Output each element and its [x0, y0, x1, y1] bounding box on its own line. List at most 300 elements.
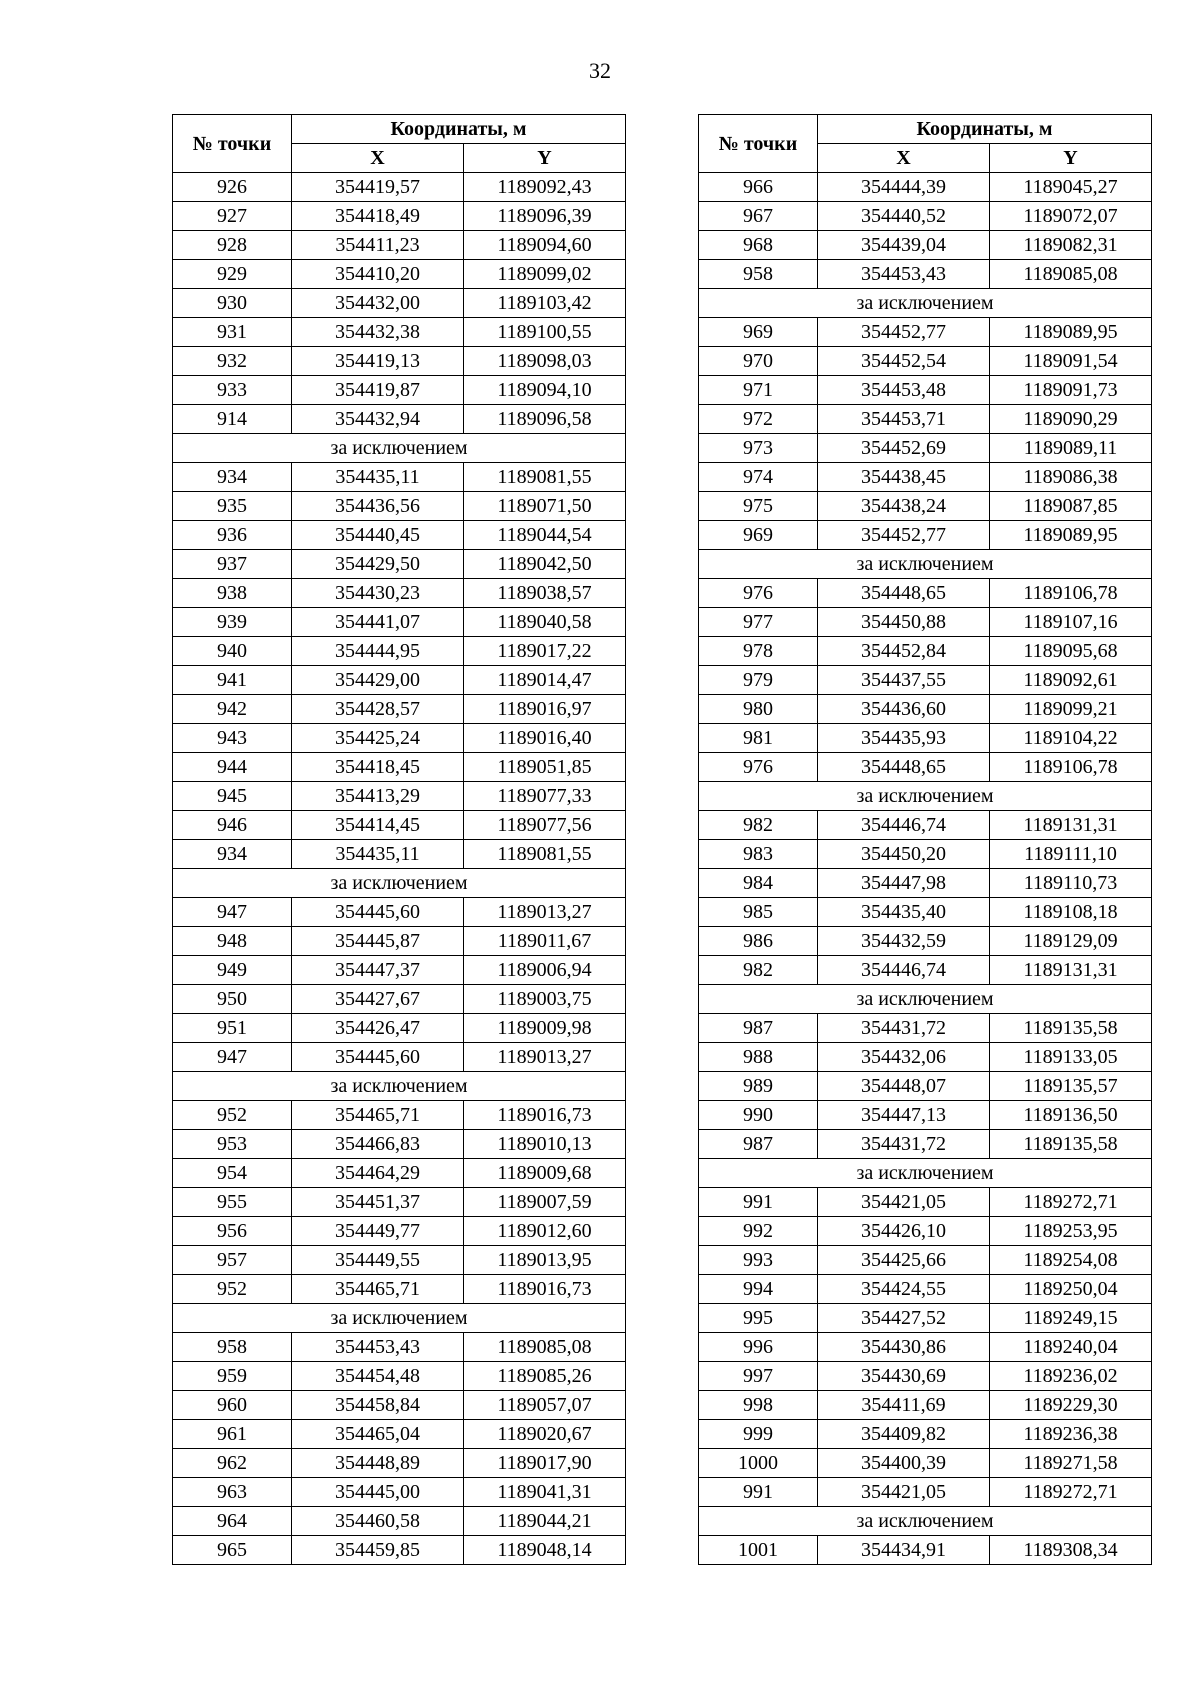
table-row	[173, 956, 626, 985]
y-coordinate-cell: 1189106,78	[990, 753, 1152, 782]
x-coordinate-cell: 354411,69	[818, 1391, 990, 1420]
table-row	[173, 840, 626, 869]
y-coordinate-cell: 1189135,58	[990, 1130, 1152, 1159]
exclusion-row	[173, 434, 626, 463]
y-coordinate-cell: 1189131,31	[990, 956, 1152, 985]
table-row	[699, 811, 1152, 840]
x-coordinate-cell: 354432,94	[292, 405, 464, 434]
table-row	[173, 637, 626, 666]
x-coordinate-cell: 354435,93	[818, 724, 990, 753]
y-coordinate-cell: 1189077,33	[464, 782, 626, 811]
y-coordinate-cell: 1189111,10	[990, 840, 1152, 869]
y-coordinate-cell: 1189240,04	[990, 1333, 1152, 1362]
y-coordinate-cell: 1189108,18	[990, 898, 1152, 927]
y-coordinate-cell: 1189096,39	[464, 202, 626, 231]
table-row	[699, 1188, 1152, 1217]
table-row	[173, 521, 626, 550]
x-coordinate-cell: 354410,20	[292, 260, 464, 289]
y-coordinate-cell: 1189048,14	[464, 1536, 626, 1565]
y-coordinate-cell: 1189254,08	[990, 1246, 1152, 1275]
table-row	[699, 898, 1152, 927]
point-number-cell: 943	[173, 724, 292, 753]
x-coordinate-cell: 354430,69	[818, 1362, 990, 1391]
point-number-cell: 996	[699, 1333, 818, 1362]
point-number-cell: 947	[173, 1043, 292, 1072]
y-coordinate-cell: 1189091,54	[990, 347, 1152, 376]
table-row	[699, 637, 1152, 666]
table-row	[173, 1246, 626, 1275]
x-coordinate-cell: 354427,67	[292, 985, 464, 1014]
x-coordinate-cell: 354447,98	[818, 869, 990, 898]
point-number-cell: 929	[173, 260, 292, 289]
table-row	[699, 1130, 1152, 1159]
point-number-cell: 981	[699, 724, 818, 753]
y-coordinate-cell: 1189099,02	[464, 260, 626, 289]
x-coordinate-cell: 354448,65	[818, 579, 990, 608]
x-coordinate-cell: 354438,24	[818, 492, 990, 521]
point-number-cell: 965	[173, 1536, 292, 1565]
point-number-cell: 969	[699, 521, 818, 550]
table-row	[699, 1072, 1152, 1101]
exclusion-label: за исключением	[699, 1507, 1152, 1536]
table-row	[173, 898, 626, 927]
point-number-cell: 976	[699, 753, 818, 782]
point-number-cell: 955	[173, 1188, 292, 1217]
point-number-cell: 940	[173, 637, 292, 666]
table-row	[173, 1478, 626, 1507]
y-coordinate-cell: 1189057,07	[464, 1391, 626, 1420]
point-number-cell: 933	[173, 376, 292, 405]
x-coordinate-cell: 354449,77	[292, 1217, 464, 1246]
table-row	[173, 1333, 626, 1362]
point-number-cell: 991	[699, 1478, 818, 1507]
y-coordinate-cell: 1189131,31	[990, 811, 1152, 840]
y-coordinate-cell: 1189229,30	[990, 1391, 1152, 1420]
y-coordinate-cell: 1189013,95	[464, 1246, 626, 1275]
point-number-cell: 935	[173, 492, 292, 521]
x-coordinate-cell: 354432,00	[292, 289, 464, 318]
table-row	[173, 1362, 626, 1391]
exclusion-row	[173, 1304, 626, 1333]
table-row	[699, 608, 1152, 637]
table-row	[699, 1101, 1152, 1130]
y-coordinate-cell: 1189020,67	[464, 1420, 626, 1449]
table-row	[699, 1420, 1152, 1449]
table-row	[173, 1130, 626, 1159]
point-number-cell: 983	[699, 840, 818, 869]
x-coordinate-cell: 354437,55	[818, 666, 990, 695]
x-coordinate-cell: 354411,23	[292, 231, 464, 260]
point-number-cell: 998	[699, 1391, 818, 1420]
table-row	[699, 231, 1152, 260]
y-coordinate-cell: 1189085,26	[464, 1362, 626, 1391]
table-row	[699, 1014, 1152, 1043]
table-row	[699, 1246, 1152, 1275]
table-row	[173, 579, 626, 608]
y-coordinate-cell: 1189016,40	[464, 724, 626, 753]
point-number-cell: 956	[173, 1217, 292, 1246]
point-number-cell: 966	[699, 173, 818, 202]
y-header: Y	[990, 144, 1152, 173]
table-row	[173, 1014, 626, 1043]
y-coordinate-cell: 1189133,05	[990, 1043, 1152, 1072]
table-row	[699, 318, 1152, 347]
x-coordinate-cell: 354451,37	[292, 1188, 464, 1217]
point-number-cell: 1000	[699, 1449, 818, 1478]
table-row	[173, 173, 626, 202]
point-number-cell: 945	[173, 782, 292, 811]
coordinates-table-left	[172, 114, 626, 1565]
y-coordinate-cell: 1189103,42	[464, 289, 626, 318]
x-coordinate-cell: 354426,10	[818, 1217, 990, 1246]
y-coordinate-cell: 1189092,43	[464, 173, 626, 202]
table-row	[173, 202, 626, 231]
exclusion-label: за исключением	[699, 1159, 1152, 1188]
x-coordinate-cell: 354431,72	[818, 1014, 990, 1043]
x-coordinate-cell: 354425,24	[292, 724, 464, 753]
point-number-cell: 970	[699, 347, 818, 376]
table-row	[699, 521, 1152, 550]
y-coordinate-cell: 1189016,97	[464, 695, 626, 724]
coordinates-header: Координаты, м	[292, 115, 626, 144]
y-coordinate-cell: 1189272,71	[990, 1188, 1152, 1217]
x-coordinate-cell: 354465,71	[292, 1101, 464, 1130]
point-number-cell: 973	[699, 434, 818, 463]
point-number-cell: 954	[173, 1159, 292, 1188]
point-number-cell: 1001	[699, 1536, 818, 1565]
table-row	[699, 376, 1152, 405]
table-row	[699, 405, 1152, 434]
table-row	[173, 1507, 626, 1536]
table-row	[173, 608, 626, 637]
table-row	[699, 666, 1152, 695]
y-coordinate-cell: 1189089,11	[990, 434, 1152, 463]
y-coordinate-cell: 1189135,57	[990, 1072, 1152, 1101]
x-coordinate-cell: 354429,50	[292, 550, 464, 579]
x-coordinate-cell: 354466,83	[292, 1130, 464, 1159]
x-coordinate-cell: 354464,29	[292, 1159, 464, 1188]
table-row	[173, 1159, 626, 1188]
exclusion-row	[699, 1159, 1152, 1188]
point-number-cell: 994	[699, 1275, 818, 1304]
table-row	[173, 405, 626, 434]
point-number-cell: 952	[173, 1275, 292, 1304]
y-coordinate-cell: 1189072,07	[990, 202, 1152, 231]
table-row	[173, 1217, 626, 1246]
x-coordinate-cell: 354453,48	[818, 376, 990, 405]
x-coordinate-cell: 354448,65	[818, 753, 990, 782]
point-number-cell: 989	[699, 1072, 818, 1101]
y-coordinate-cell: 1189094,60	[464, 231, 626, 260]
point-number-cell: 982	[699, 956, 818, 985]
y-coordinate-cell: 1189092,61	[990, 666, 1152, 695]
table-row	[173, 782, 626, 811]
y-coordinate-cell: 1189010,13	[464, 1130, 626, 1159]
x-coordinate-cell: 354447,37	[292, 956, 464, 985]
point-number-cell: 942	[173, 695, 292, 724]
x-coordinate-cell: 354427,52	[818, 1304, 990, 1333]
y-coordinate-cell: 1189044,21	[464, 1507, 626, 1536]
exclusion-label: за исключением	[173, 869, 626, 898]
x-coordinate-cell: 354449,55	[292, 1246, 464, 1275]
x-coordinate-cell: 354419,87	[292, 376, 464, 405]
y-coordinate-cell: 1189042,50	[464, 550, 626, 579]
x-coordinate-cell: 354452,84	[818, 637, 990, 666]
x-coordinate-cell: 354446,74	[818, 811, 990, 840]
table-row	[699, 956, 1152, 985]
point-number-cell: 930	[173, 289, 292, 318]
y-coordinate-cell: 1189006,94	[464, 956, 626, 985]
y-coordinate-cell: 1189013,27	[464, 1043, 626, 1072]
x-coordinate-cell: 354421,05	[818, 1478, 990, 1507]
y-coordinate-cell: 1189085,08	[464, 1333, 626, 1362]
y-header: Y	[464, 144, 626, 173]
point-number-cell: 988	[699, 1043, 818, 1072]
table-row	[699, 1362, 1152, 1391]
y-coordinate-cell: 1189104,22	[990, 724, 1152, 753]
point-number-cell: 959	[173, 1362, 292, 1391]
point-number-cell: 964	[173, 1507, 292, 1536]
point-number-cell: 978	[699, 637, 818, 666]
table-row	[173, 724, 626, 753]
table-row	[699, 1304, 1152, 1333]
point-number-cell: 936	[173, 521, 292, 550]
x-coordinate-cell: 354454,48	[292, 1362, 464, 1391]
table-row	[173, 1101, 626, 1130]
x-coordinate-cell: 354446,74	[818, 956, 990, 985]
y-coordinate-cell: 1189135,58	[990, 1014, 1152, 1043]
exclusion-label: за исключением	[699, 985, 1152, 1014]
exclusion-label: за исключением	[699, 289, 1152, 318]
x-coordinate-cell: 354413,29	[292, 782, 464, 811]
y-coordinate-cell: 1189087,85	[990, 492, 1152, 521]
y-coordinate-cell: 1189007,59	[464, 1188, 626, 1217]
x-coordinate-cell: 354452,69	[818, 434, 990, 463]
point-number-cell: 938	[173, 579, 292, 608]
point-number-cell: 914	[173, 405, 292, 434]
exclusion-row	[173, 869, 626, 898]
y-coordinate-cell: 1189011,67	[464, 927, 626, 956]
exclusion-row	[699, 985, 1152, 1014]
y-coordinate-cell: 1189038,57	[464, 579, 626, 608]
table-row	[699, 753, 1152, 782]
x-coordinate-cell: 354432,59	[818, 927, 990, 956]
point-number-cell: 967	[699, 202, 818, 231]
x-coordinate-cell: 354425,66	[818, 1246, 990, 1275]
y-coordinate-cell: 1189009,68	[464, 1159, 626, 1188]
exclusion-row	[699, 289, 1152, 318]
point-number-cell: 958	[699, 260, 818, 289]
point-number-cell: 931	[173, 318, 292, 347]
y-coordinate-cell: 1189081,55	[464, 840, 626, 869]
point-number-cell: 982	[699, 811, 818, 840]
y-coordinate-cell: 1189077,56	[464, 811, 626, 840]
point-number-cell: 975	[699, 492, 818, 521]
table-row	[699, 260, 1152, 289]
point-number-cell: 927	[173, 202, 292, 231]
x-coordinate-cell: 354436,56	[292, 492, 464, 521]
point-number-cell: 950	[173, 985, 292, 1014]
x-coordinate-cell: 354400,39	[818, 1449, 990, 1478]
point-number-cell: 926	[173, 173, 292, 202]
exclusion-row	[699, 550, 1152, 579]
point-number-cell: 928	[173, 231, 292, 260]
table-row	[173, 376, 626, 405]
point-number-cell: 934	[173, 840, 292, 869]
y-coordinate-cell: 1189250,04	[990, 1275, 1152, 1304]
y-coordinate-cell: 1189308,34	[990, 1536, 1152, 1565]
y-coordinate-cell: 1189089,95	[990, 318, 1152, 347]
table-row	[173, 666, 626, 695]
y-coordinate-cell: 1189081,55	[464, 463, 626, 492]
y-coordinate-cell: 1189082,31	[990, 231, 1152, 260]
y-coordinate-cell: 1189271,58	[990, 1449, 1152, 1478]
y-coordinate-cell: 1189016,73	[464, 1275, 626, 1304]
point-number-cell: 946	[173, 811, 292, 840]
x-coordinate-cell: 354445,60	[292, 898, 464, 927]
point-number-cell: 986	[699, 927, 818, 956]
table-row	[699, 724, 1152, 753]
y-coordinate-cell: 1189017,22	[464, 637, 626, 666]
page-number: 32	[589, 58, 611, 83]
y-coordinate-cell: 1189094,10	[464, 376, 626, 405]
x-coordinate-cell: 354434,91	[818, 1536, 990, 1565]
y-coordinate-cell: 1189041,31	[464, 1478, 626, 1507]
point-number-cell: 948	[173, 927, 292, 956]
x-coordinate-cell: 354444,39	[818, 173, 990, 202]
x-coordinate-cell: 354429,00	[292, 666, 464, 695]
x-coordinate-cell: 354447,13	[818, 1101, 990, 1130]
x-coordinate-cell: 354450,20	[818, 840, 990, 869]
point-number-cell: 992	[699, 1217, 818, 1246]
table-row	[173, 753, 626, 782]
x-coordinate-cell: 354452,54	[818, 347, 990, 376]
point-number-cell: 958	[173, 1333, 292, 1362]
point-number-cell: 974	[699, 463, 818, 492]
y-coordinate-cell: 1189106,78	[990, 579, 1152, 608]
point-number-cell: 987	[699, 1014, 818, 1043]
x-coordinate-cell: 354414,45	[292, 811, 464, 840]
y-coordinate-cell: 1189013,27	[464, 898, 626, 927]
y-coordinate-cell: 1189045,27	[990, 173, 1152, 202]
exclusion-row	[699, 782, 1152, 811]
point-number-cell: 939	[173, 608, 292, 637]
y-coordinate-cell: 1189009,98	[464, 1014, 626, 1043]
y-coordinate-cell: 1189100,55	[464, 318, 626, 347]
exclusion-row	[699, 1507, 1152, 1536]
y-coordinate-cell: 1189090,29	[990, 405, 1152, 434]
table-row	[173, 289, 626, 318]
table-row	[699, 463, 1152, 492]
x-coordinate-cell: 354431,72	[818, 1130, 990, 1159]
point-number-cell: 941	[173, 666, 292, 695]
table-row	[699, 1217, 1152, 1246]
x-coordinate-cell: 354430,23	[292, 579, 464, 608]
point-number-cell: 960	[173, 1391, 292, 1420]
point-number-cell: 990	[699, 1101, 818, 1130]
x-coordinate-cell: 354445,60	[292, 1043, 464, 1072]
y-coordinate-cell: 1189089,95	[990, 521, 1152, 550]
point-number-cell: 991	[699, 1188, 818, 1217]
table-row	[173, 463, 626, 492]
x-coordinate-cell: 354421,05	[818, 1188, 990, 1217]
table-row	[173, 492, 626, 521]
x-coordinate-cell: 354428,57	[292, 695, 464, 724]
x-coordinate-cell: 354424,55	[818, 1275, 990, 1304]
x-coordinate-cell: 354445,00	[292, 1478, 464, 1507]
x-coordinate-cell: 354435,40	[818, 898, 990, 927]
coordinates-body-right	[699, 173, 1152, 1565]
y-coordinate-cell: 1189016,73	[464, 1101, 626, 1130]
table-row	[699, 1333, 1152, 1362]
x-coordinate-cell: 354435,11	[292, 840, 464, 869]
table-row	[699, 1391, 1152, 1420]
table-row	[173, 695, 626, 724]
coordinates-body-left	[173, 173, 626, 1565]
x-coordinate-cell: 354453,43	[292, 1333, 464, 1362]
point-number-cell: 963	[173, 1478, 292, 1507]
x-coordinate-cell: 354409,82	[818, 1420, 990, 1449]
x-coordinate-cell: 354426,47	[292, 1014, 464, 1043]
table-row	[699, 1478, 1152, 1507]
x-coordinate-cell: 354459,85	[292, 1536, 464, 1565]
point-number-cell: 999	[699, 1420, 818, 1449]
point-number-cell: 993	[699, 1246, 818, 1275]
y-coordinate-cell: 1189099,21	[990, 695, 1152, 724]
table-row	[699, 1536, 1152, 1565]
y-coordinate-cell: 1189014,47	[464, 666, 626, 695]
table-row	[699, 1275, 1152, 1304]
point-number-header: № точки	[699, 115, 818, 173]
exclusion-label: за исключением	[699, 550, 1152, 579]
y-coordinate-cell: 1189085,08	[990, 260, 1152, 289]
x-coordinate-cell: 354448,89	[292, 1449, 464, 1478]
table-row	[699, 173, 1152, 202]
table-row	[699, 492, 1152, 521]
y-coordinate-cell: 1189236,02	[990, 1362, 1152, 1391]
x-coordinate-cell: 354453,71	[818, 405, 990, 434]
x-coordinate-cell: 354418,45	[292, 753, 464, 782]
exclusion-label: за исключением	[173, 1072, 626, 1101]
y-coordinate-cell: 1189044,54	[464, 521, 626, 550]
y-coordinate-cell: 1189051,85	[464, 753, 626, 782]
point-number-cell: 937	[173, 550, 292, 579]
x-coordinate-cell: 354448,07	[818, 1072, 990, 1101]
x-header: X	[818, 144, 990, 173]
x-coordinate-cell: 354439,04	[818, 231, 990, 260]
table-row	[173, 1449, 626, 1478]
x-coordinate-cell: 354445,87	[292, 927, 464, 956]
table-row	[173, 231, 626, 260]
point-number-cell: 934	[173, 463, 292, 492]
x-coordinate-cell: 354432,38	[292, 318, 464, 347]
x-coordinate-cell: 354430,86	[818, 1333, 990, 1362]
table-row	[173, 260, 626, 289]
point-number-cell: 947	[173, 898, 292, 927]
x-coordinate-cell: 354419,57	[292, 173, 464, 202]
point-number-cell: 984	[699, 869, 818, 898]
table-row	[173, 811, 626, 840]
point-number-cell: 953	[173, 1130, 292, 1159]
table-row	[699, 202, 1152, 231]
point-number-cell: 995	[699, 1304, 818, 1333]
x-coordinate-cell: 354452,77	[818, 521, 990, 550]
point-number-cell: 979	[699, 666, 818, 695]
y-coordinate-cell: 1189086,38	[990, 463, 1152, 492]
x-coordinate-cell: 354440,45	[292, 521, 464, 550]
coordinates-header: Координаты, м	[818, 115, 1152, 144]
y-coordinate-cell: 1189236,38	[990, 1420, 1152, 1449]
